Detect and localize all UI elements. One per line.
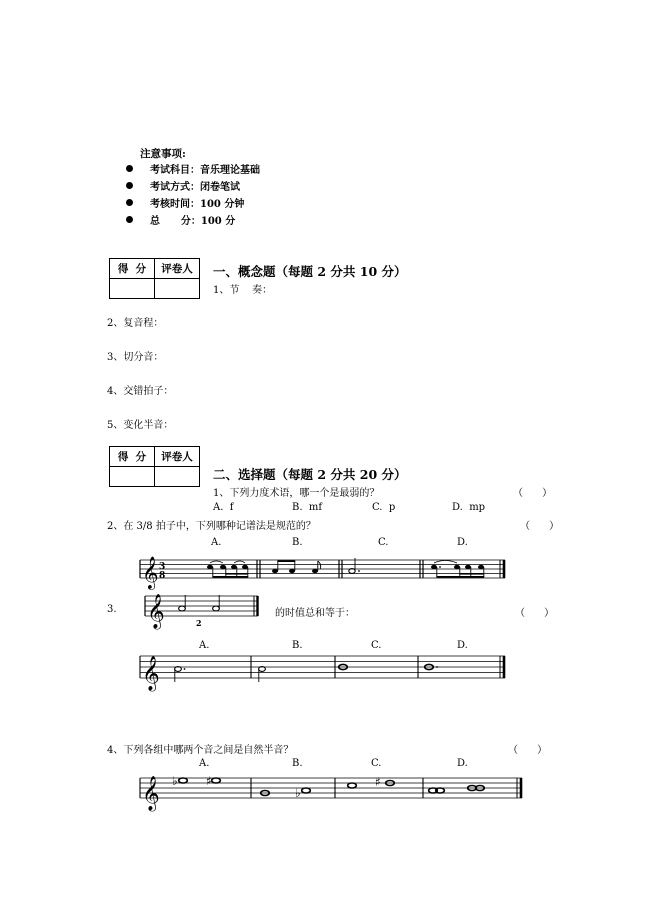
- grader-label: 评卷人: [155, 259, 200, 279]
- question-2-1: 1、下列力度术语，哪一个是最弱的？: [213, 488, 380, 499]
- tuplet-number: 2: [196, 618, 202, 628]
- question-2-4: 4、下列各组中哪两个音之间是自然半音？: [107, 745, 294, 756]
- section1-title: 一、概念题（每题 2 分共 10 分）: [213, 264, 407, 279]
- notice-item: 考试科目：音乐理论基础: [150, 165, 260, 176]
- question-1-1: 1、节 奏：: [213, 285, 273, 296]
- notice-item: 考试方式：闭卷笔试: [150, 182, 240, 193]
- notice-title: 注意事项:: [140, 148, 186, 160]
- question-2-2: 2、在 3/8 拍子中，下列哪种记谱法是规范的？: [107, 521, 316, 532]
- treble-clef-icon: 𝄞: [147, 594, 165, 629]
- option-c-label: C.: [371, 640, 382, 651]
- option-c-notes: [348, 775, 395, 789]
- score-label: 得 分: [110, 259, 155, 279]
- option-c-label: C.: [378, 537, 389, 548]
- time-sig-top: 3: [159, 562, 166, 572]
- time-sig-bottom: 8: [159, 571, 166, 581]
- question-1-2: 2、复音程：: [107, 318, 164, 329]
- notice-item: 总 分：100 分: [150, 216, 236, 227]
- option-a-label: A.: [211, 537, 222, 548]
- answer-blank[interactable]: （ ）: [520, 521, 560, 532]
- flat-icon: ♭: [172, 774, 178, 788]
- option-b-label: B.: [292, 758, 303, 769]
- treble-clef-icon: 𝄞: [142, 556, 159, 589]
- treble-clef-icon: 𝄞: [142, 776, 160, 811]
- notice-item: 考核时间：100 分钟: [150, 199, 245, 210]
- question-1-4: 4、交错拍子：: [107, 386, 174, 397]
- option-b: B. mf: [292, 502, 323, 513]
- option-b-label: B.: [292, 640, 303, 651]
- option-c: C. p: [372, 502, 396, 513]
- option-d-label: D.: [457, 537, 468, 548]
- option-a-label: A.: [199, 758, 210, 769]
- answer-blank[interactable]: （ ）: [508, 745, 548, 756]
- treble-clef-icon: 𝄞: [142, 656, 160, 691]
- option-a-notes: [172, 774, 220, 788]
- option-d: D. mp: [452, 502, 486, 513]
- option-d-label: D.: [457, 758, 468, 769]
- answer-blank[interactable]: （ ）: [515, 608, 555, 619]
- answer-blank[interactable]: （ ）: [513, 488, 553, 499]
- option-a: A. f: [213, 502, 234, 513]
- flat-icon: ♭: [295, 786, 301, 800]
- sharp-icon: ♯: [206, 774, 212, 788]
- grader-label: 评卷人: [155, 447, 200, 467]
- option-a-label: A.: [199, 640, 210, 651]
- option-d-label: D.: [457, 640, 468, 651]
- option-d-notes: [429, 786, 485, 794]
- question-2-3-number: 3.: [107, 604, 117, 615]
- question-2-3: 的时值总和等于：: [275, 608, 355, 619]
- question-1-3: 3、切分音：: [107, 352, 164, 363]
- option-b-label: B.: [292, 537, 303, 548]
- double-sharp-icon: ♯: [375, 775, 381, 789]
- question-1-5: 5、变化半音：: [107, 420, 174, 431]
- section2-title: 二、选择题（每题 2 分共 20 分）: [213, 467, 407, 482]
- score-label: 得 分: [110, 447, 155, 467]
- option-c-label: C.: [371, 758, 382, 769]
